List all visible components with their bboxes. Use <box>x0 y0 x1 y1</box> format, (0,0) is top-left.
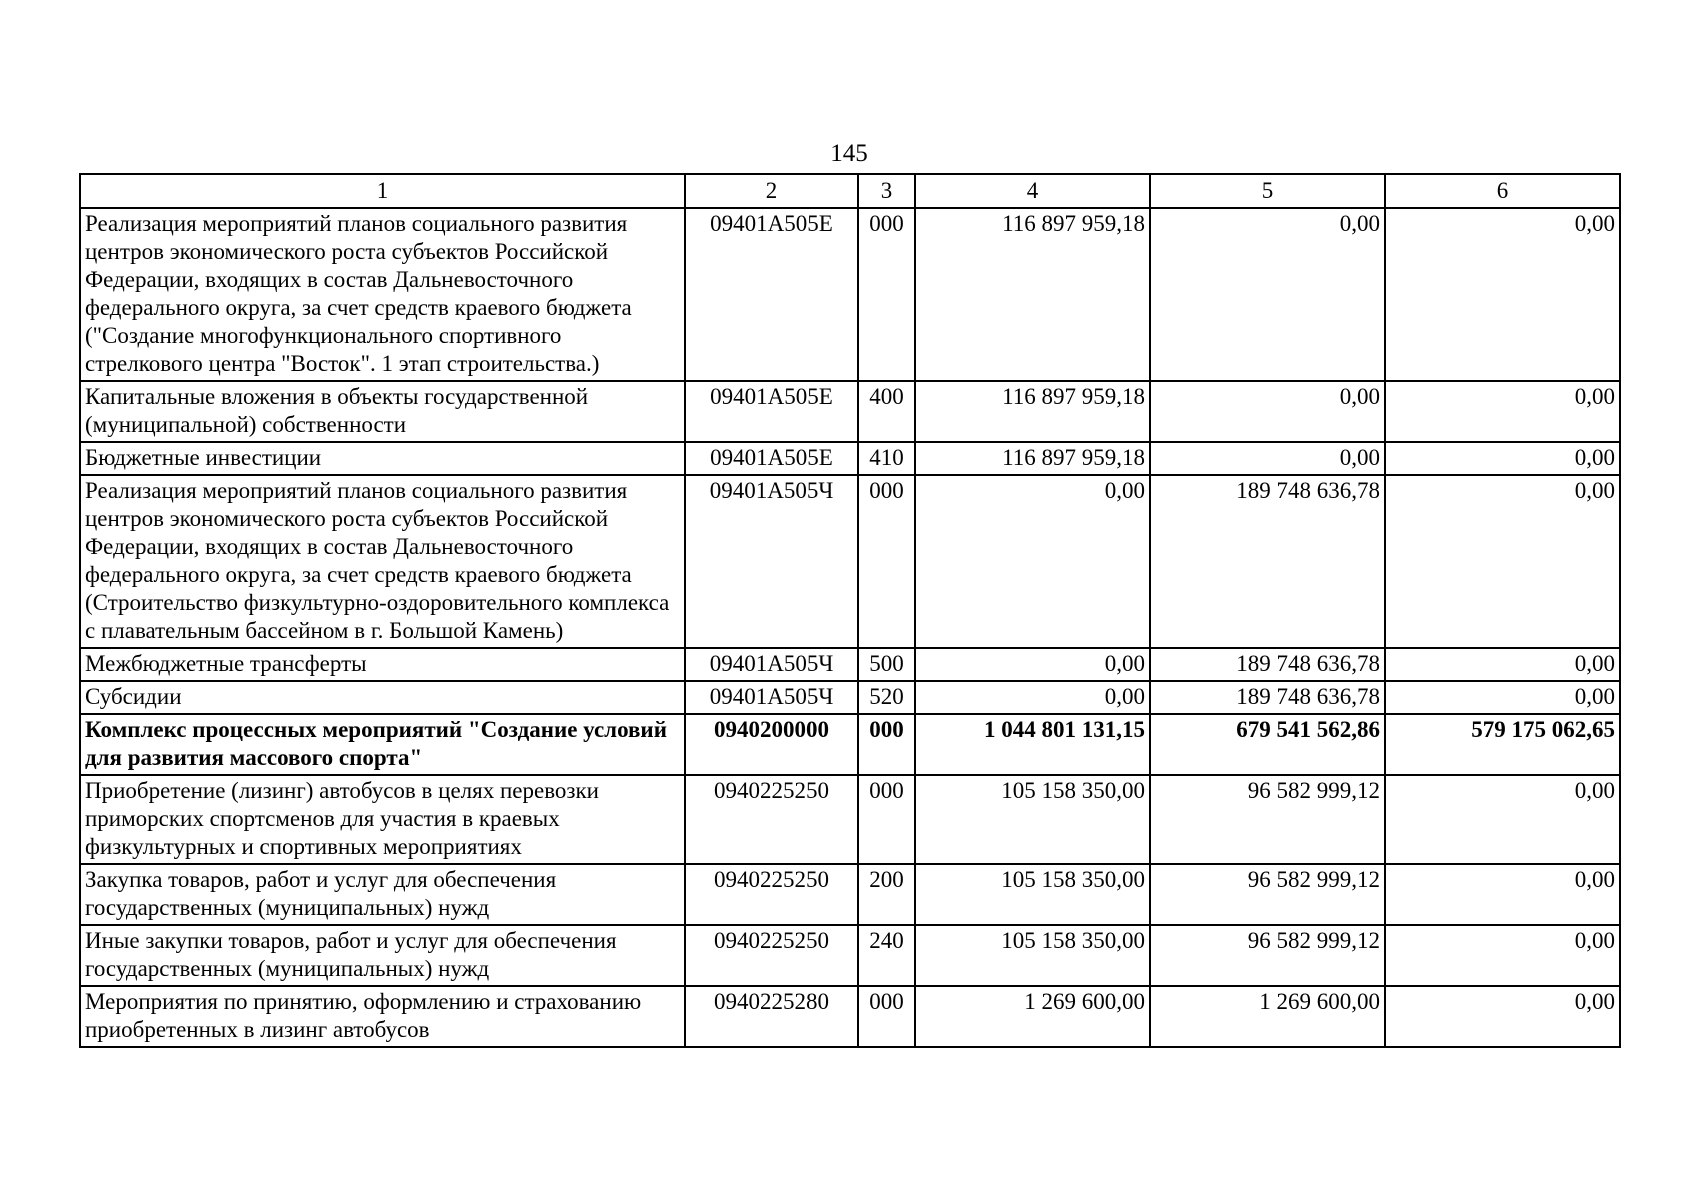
row-value-6: 0,00 <box>1385 925 1620 986</box>
row-expense-kind: 400 <box>858 381 915 442</box>
row-value-4: 0,00 <box>915 681 1150 714</box>
row-value-6: 0,00 <box>1385 442 1620 475</box>
row-value-5: 189 748 636,78 <box>1150 681 1385 714</box>
row-value-5: 189 748 636,78 <box>1150 475 1385 648</box>
row-name: Капитальные вложения в объекты государственной (муниципальной) собственности <box>80 381 685 442</box>
table-row <box>80 648 1620 681</box>
table-row <box>80 442 1620 475</box>
row-expense-kind: 000 <box>858 714 915 775</box>
row-value-6: 0,00 <box>1385 475 1620 648</box>
row-expense-kind: 000 <box>858 986 915 1047</box>
row-value-4: 0,00 <box>915 475 1150 648</box>
row-value-6: 579 175 062,65 <box>1385 714 1620 775</box>
row-target-code: 09401А505Е <box>685 381 858 442</box>
row-target-code: 09401А505Ч <box>685 475 858 648</box>
row-value-5: 0,00 <box>1150 381 1385 442</box>
row-name: Иные закупки товаров, работ и услуг для обеспечения государственных (муниципальных) нужд <box>80 925 685 986</box>
row-expense-kind: 520 <box>858 681 915 714</box>
table-row <box>80 681 1620 714</box>
row-target-code: 09401А505Ч <box>685 648 858 681</box>
row-expense-kind: 410 <box>858 442 915 475</box>
budget-table <box>79 173 1621 1048</box>
row-value-6: 0,00 <box>1385 864 1620 925</box>
row-value-6: 0,00 <box>1385 381 1620 442</box>
row-value-6: 0,00 <box>1385 986 1620 1047</box>
row-value-5: 189 748 636,78 <box>1150 648 1385 681</box>
table-header-row <box>80 174 1620 208</box>
row-target-code: 0940225280 <box>685 986 858 1047</box>
table-row <box>80 775 1620 864</box>
row-value-4: 0,00 <box>915 648 1150 681</box>
column-header-5: 5 <box>1150 174 1385 208</box>
row-name: Приобретение (лизинг) автобусов в целях перевозки приморских спортсменов для участия в краевых физкультурных и спортивных мероприятиях <box>80 775 685 864</box>
row-name: Субсидии <box>80 681 685 714</box>
row-value-4: 116 897 959,18 <box>915 208 1150 381</box>
row-value-4: 116 897 959,18 <box>915 381 1150 442</box>
row-target-code: 09401А505Е <box>685 208 858 381</box>
column-header-6: 6 <box>1385 174 1620 208</box>
column-header-1: 1 <box>80 174 685 208</box>
row-target-code: 09401А505Е <box>685 442 858 475</box>
table-row <box>80 475 1620 648</box>
row-value-5: 1 269 600,00 <box>1150 986 1385 1047</box>
row-expense-kind: 240 <box>858 925 915 986</box>
row-value-4: 105 158 350,00 <box>915 925 1150 986</box>
table-row-section-total <box>80 714 1620 775</box>
row-name: Реализация мероприятий планов социального развития центров экономического роста субъектов Российской Федерации, входящих в состав Дальневосточного федерального округа, за счет средств краевого бюджета ("Создание многофункционального спортивного стрелкового центра "Восток". 1 этап строительства.) <box>80 208 685 381</box>
row-value-4: 1 044 801 131,15 <box>915 714 1150 775</box>
row-expense-kind: 500 <box>858 648 915 681</box>
row-target-code: 0940200000 <box>685 714 858 775</box>
column-header-4: 4 <box>915 174 1150 208</box>
row-target-code: 0940225250 <box>685 775 858 864</box>
row-value-5: 96 582 999,12 <box>1150 864 1385 925</box>
column-header-2: 2 <box>685 174 858 208</box>
row-value-4: 1 269 600,00 <box>915 986 1150 1047</box>
table-row <box>80 381 1620 442</box>
row-value-4: 105 158 350,00 <box>915 864 1150 925</box>
row-name: Закупка товаров, работ и услуг для обеспечения государственных (муниципальных) нужд <box>80 864 685 925</box>
row-value-6: 0,00 <box>1385 775 1620 864</box>
row-value-6: 0,00 <box>1385 681 1620 714</box>
row-expense-kind: 000 <box>858 775 915 864</box>
row-name: Бюджетные инвестиции <box>80 442 685 475</box>
row-value-5: 0,00 <box>1150 208 1385 381</box>
row-value-5: 679 541 562,86 <box>1150 714 1385 775</box>
row-target-code: 0940225250 <box>685 925 858 986</box>
row-name: Мероприятия по принятию, оформлению и страхованию приобретенных в лизинг автобусов <box>80 986 685 1047</box>
table-row <box>80 986 1620 1047</box>
row-value-4: 116 897 959,18 <box>915 442 1150 475</box>
column-header-3: 3 <box>858 174 915 208</box>
row-expense-kind: 200 <box>858 864 915 925</box>
row-expense-kind: 000 <box>858 475 915 648</box>
row-target-code: 0940225250 <box>685 864 858 925</box>
table-row <box>80 925 1620 986</box>
table-row <box>80 208 1620 381</box>
row-value-4: 105 158 350,00 <box>915 775 1150 864</box>
row-value-6: 0,00 <box>1385 208 1620 381</box>
page-number: 145 <box>830 140 868 167</box>
row-name: Комплекс процессных мероприятий "Создание условий для развития массового спорта" <box>80 714 685 775</box>
row-value-5: 96 582 999,12 <box>1150 775 1385 864</box>
row-name: Межбюджетные трансферты <box>80 648 685 681</box>
table-row <box>80 864 1620 925</box>
row-target-code: 09401А505Ч <box>685 681 858 714</box>
row-value-5: 96 582 999,12 <box>1150 925 1385 986</box>
row-name: Реализация мероприятий планов социального развития центров экономического роста субъектов Российской Федерации, входящих в состав Дальневосточного федерального округа, за счет средств краевого бюджета (Строительство физкультурно-оздоровительного комплекса с плавательным бассейном в г. Большой Камень) <box>80 475 685 648</box>
row-value-6: 0,00 <box>1385 648 1620 681</box>
row-value-5: 0,00 <box>1150 442 1385 475</box>
row-expense-kind: 000 <box>858 208 915 381</box>
